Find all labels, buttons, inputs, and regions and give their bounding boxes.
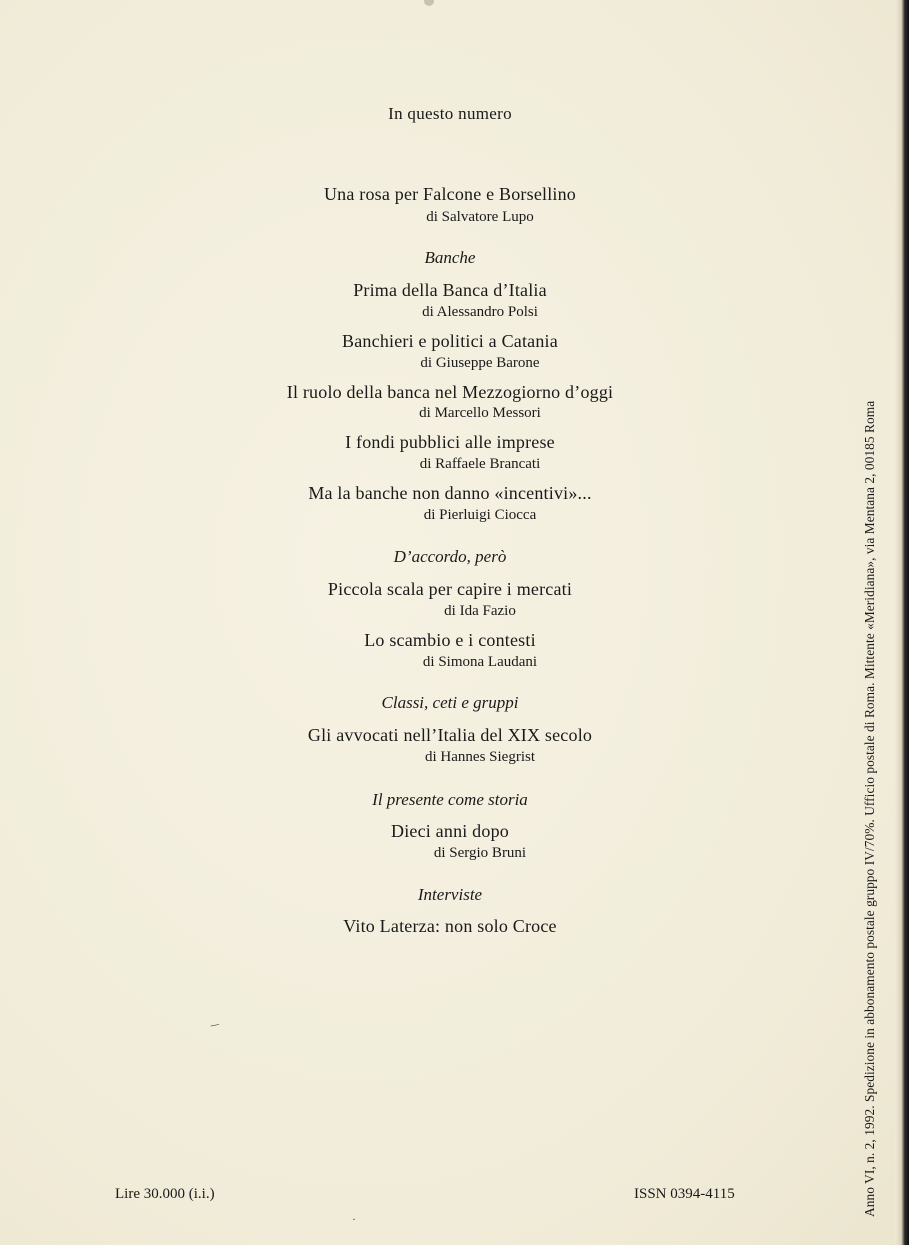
toc-entry-title: Una rosa per Falcone e Borsellino (323, 184, 577, 204)
toc-section-heading: Il presente come storia (372, 790, 528, 809)
toc-entry-title: Piccola scala per capire i mercati (327, 579, 573, 599)
paper-speck: · (352, 1212, 356, 1226)
toc-entry-title: Banchieri e politici a Catania (342, 331, 558, 351)
toc-entry-author: di Hannes Siegrist (425, 749, 535, 765)
postal-notice-vertical: Anno VI, n. 2, 1992. Spedizione in abbonamento postale gruppo IV/70%. Ufficio postale di Roma. Mittente «Meridiana», via Mentana 2, 00185 Roma (862, 400, 877, 1217)
toc-entry-author: di Ida Fazio (444, 603, 516, 619)
toc-entry-author: di Salvatore Lupo (426, 209, 534, 225)
toc-entry-author: di Marcello Messori (419, 405, 541, 421)
toc-entry-author: di Simona Laudani (422, 654, 538, 670)
contents-heading: In questo numero (388, 104, 512, 123)
toc-entry-author: di Pierluigi Ciocca (423, 507, 537, 523)
toc-entry-title: Ma la banche non danno «incentivi»... (308, 483, 592, 503)
toc-entry-title: Prima della Banca d’Italia (353, 280, 547, 300)
toc-entry-author: di Alessandro Polsi (422, 304, 538, 320)
paper-speck: / (208, 1020, 223, 1031)
toc-entry-title: Gli avvocati nell’Italia del XIX secolo (307, 725, 593, 745)
toc-entry-title: Vito Laterza: non solo Croce (343, 916, 557, 936)
toc-entry-title: Dieci anni dopo (391, 821, 509, 841)
toc-entry-title: I fondi pubblici alle imprese (345, 432, 555, 452)
toc-section-heading: Classi, ceti e gruppi (381, 693, 519, 712)
toc-entry-author: di Giuseppe Barone (420, 355, 540, 371)
toc-entry-author: di Raffaele Brancati (419, 456, 541, 472)
toc-entry-author: di Sergio Bruni (433, 845, 527, 861)
toc-section-heading: Interviste (417, 885, 483, 904)
issn-label: ISSN 0394-4115 (634, 1186, 735, 1202)
toc-entry-title: Lo scambio e i contesti (364, 630, 536, 650)
toc-section-heading: Banche (424, 248, 476, 267)
price-label: Lire 30.000 (i.i.) (115, 1186, 215, 1202)
toc-section-heading: D’accordo, però (393, 547, 507, 566)
toc-entry-title: Il ruolo della banca nel Mezzogiorno d’oggi (286, 382, 614, 402)
